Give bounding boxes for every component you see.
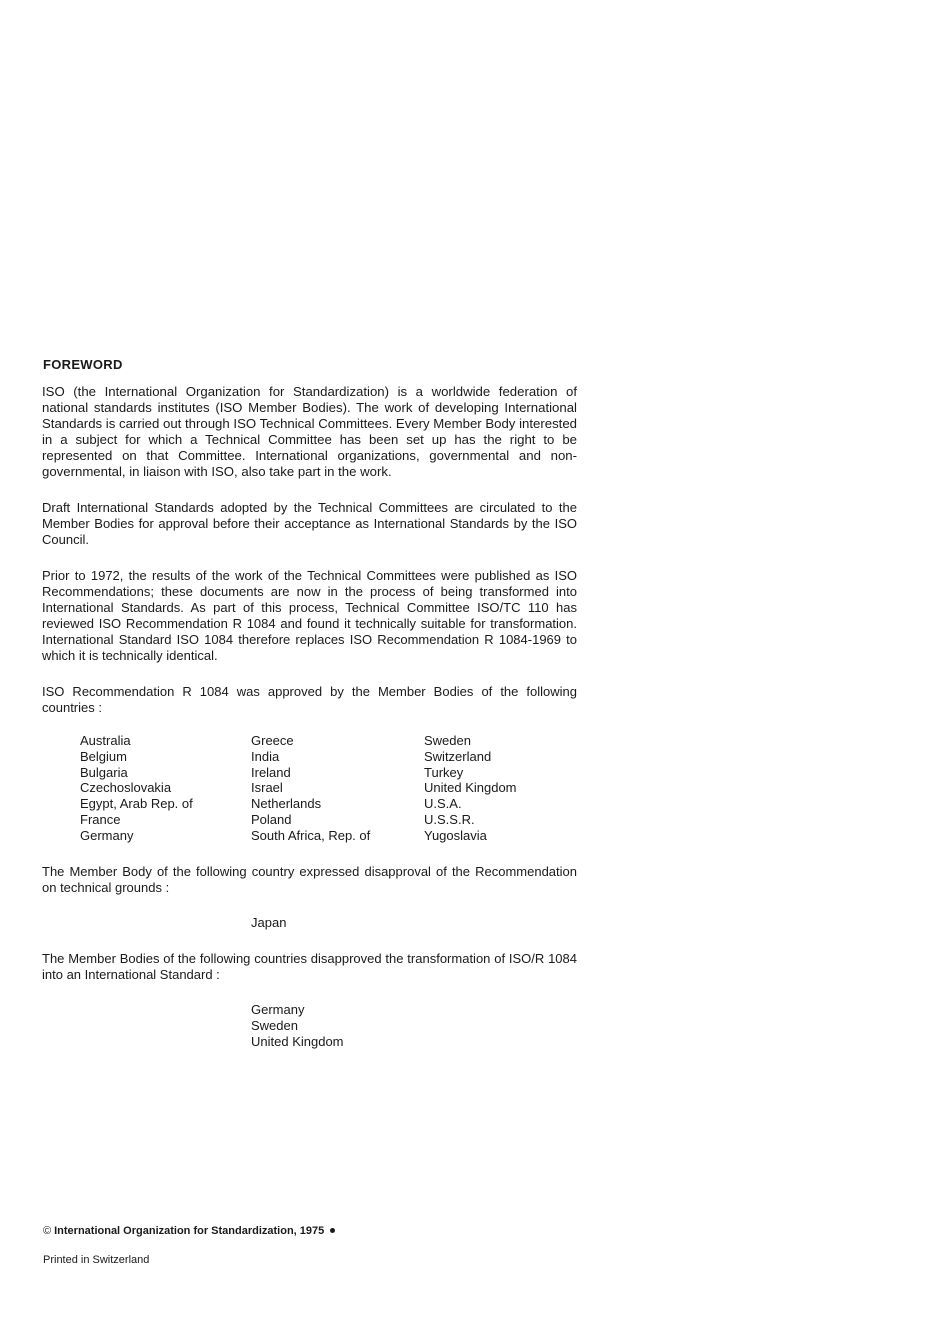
paragraph-transformation: Prior to 1972, the results of the work of the Technical Committees were published as ISO Recommendations; these documents are now in the process of being transformed into International Standards. As part of this process, Technical Committee ISO/TC 110 has reviewed ISO Recommendation R 1084 and found it technically suitable for transformation. International Standard ISO 1084 therefore replaces ISO Recommendation R 1084-1969 to which it is technically identical. [42,568,577,663]
country-item: France [80,811,121,827]
foreword-heading: FOREWORD [43,357,123,372]
country-item: Turkey [424,764,464,780]
copyright-text: International Organization for Standardization, 1975 [54,1225,325,1237]
country-item: Germany [80,827,134,843]
country-item: Yugoslavia [424,827,487,843]
paragraph-transformation-disapproval: The Member Bodies of the following countries disapproved the transformation of ISO/R 1084 into an International Standard : [42,951,577,982]
country-item: Poland [251,811,292,827]
country-item: Netherlands [251,796,322,812]
country-item: Czechoslovakia [80,780,172,796]
countries-column-2 [251,733,421,844]
country-item: U.S.S.R. [424,811,475,827]
bullet-icon [330,1228,335,1233]
country-item: Sweden [251,1017,298,1033]
country-item: Belgium [80,748,127,764]
country-item: India [251,748,280,764]
country-item: Greece [251,733,294,748]
country-item: United Kingdom [251,1033,344,1049]
country-item: United Kingdom [424,780,517,796]
country-item: U.S.A. [424,796,462,812]
countries-column-1 [80,733,250,844]
country-item: Germany [251,1002,305,1017]
country-item: Ireland [251,764,291,780]
copyright-icon: © [43,1225,52,1237]
paragraph-technical-disapproval: The Member Body of the following country expressed disapproval of the Recommendation on technical grounds : [42,864,577,895]
country-item: Bulgaria [80,764,128,780]
copyright-notice [43,1225,335,1237]
country-item: Sweden [424,733,471,748]
printed-notice: Printed in Switzerland [43,1254,150,1266]
country-item: Egypt, Arab Rep. of [80,796,193,812]
country-item: Australia [80,733,131,748]
disapproving-country: Japan [251,915,287,930]
paragraph-iso-intro: ISO (the International Organization for Standardization) is a worldwide federation of national standards institutes (ISO Member Bodies). The work of developing International Standards is carried out through ISO Technical Committees. Every Member Body interested in a subject for which a Technical Committee has been set up has the right to be represented on that Committee. International organizations, governmental and non-governmental, in liaison with ISO, also take part in the work. [42,384,577,479]
country-item: Israel [251,780,283,796]
countries-column-3 [424,733,594,844]
transformation-disapprovers-list [251,1002,344,1049]
country-item: South Africa, Rep. of [251,827,371,843]
country-item: Switzerland [424,748,492,764]
paragraph-draft-standards: Draft International Standards adopted by the Technical Committees are circulated to the Member Bodies for approval before their acceptance as International Standards by the ISO Council. [42,500,577,547]
paragraph-approval: ISO Recommendation R 1084 was approved by the Member Bodies of the following countries : [42,684,577,715]
